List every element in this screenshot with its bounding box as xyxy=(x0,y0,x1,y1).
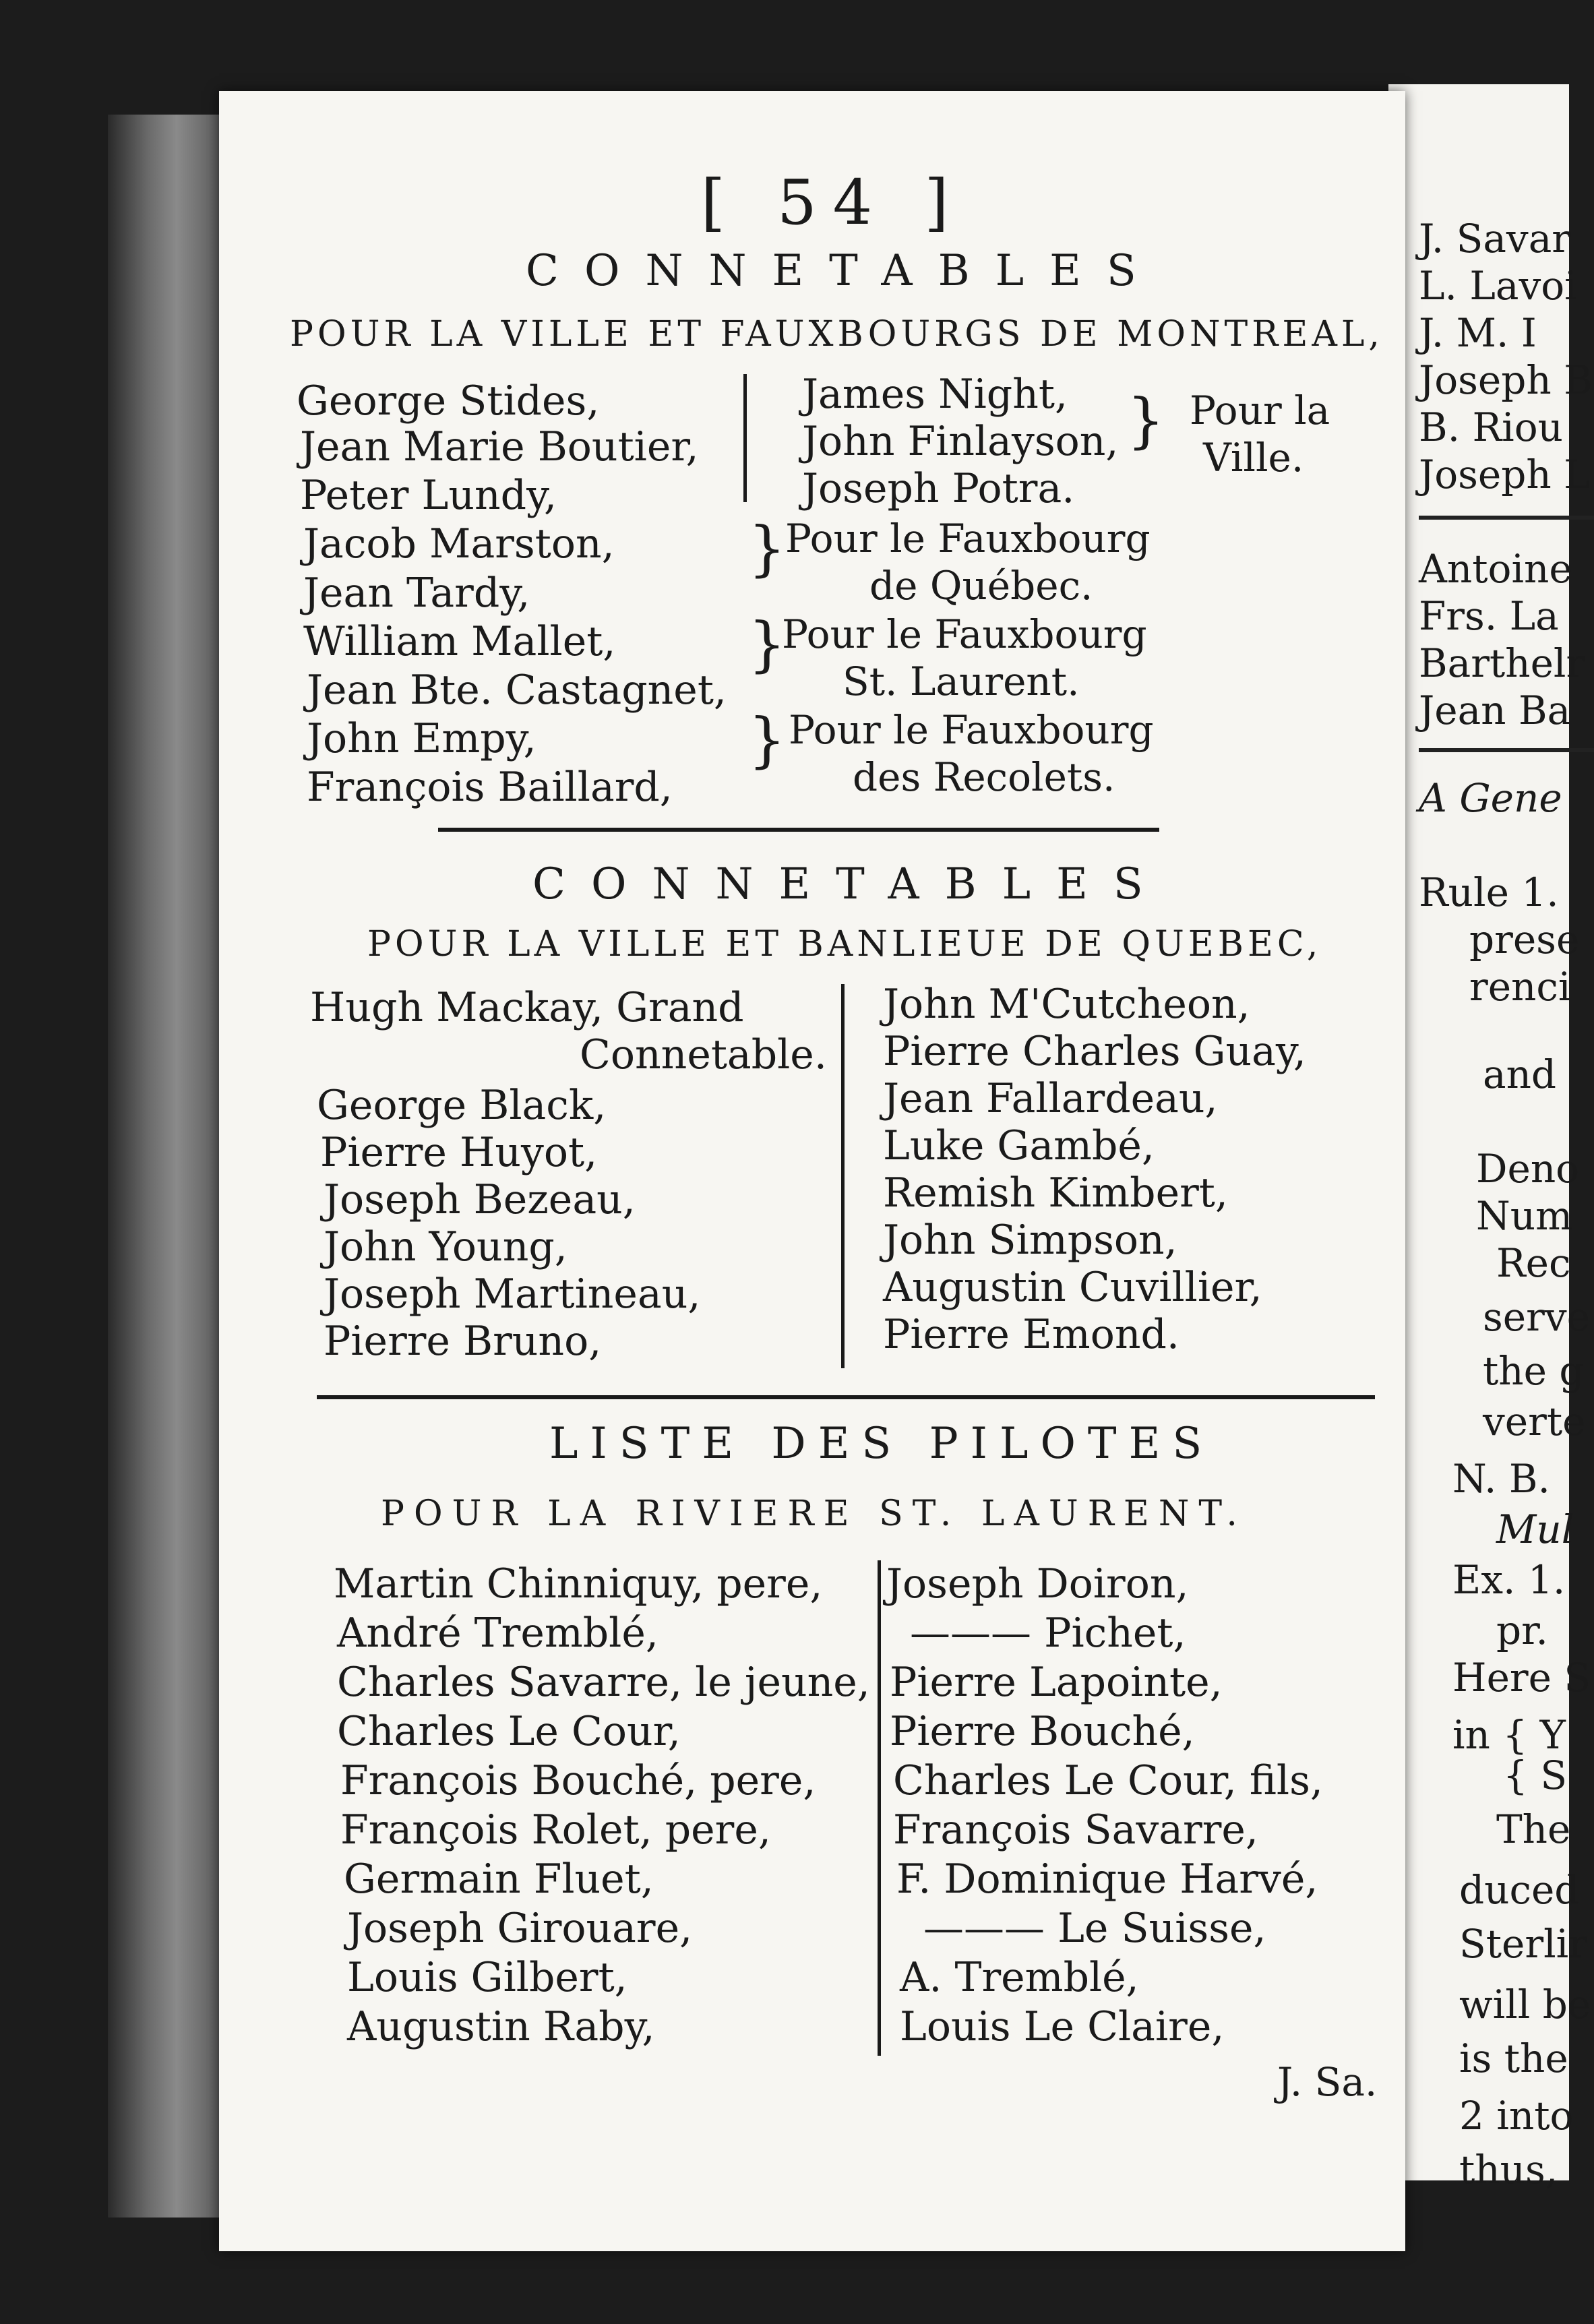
list-item: F. Dominique Harvé, xyxy=(896,1856,1318,1903)
facing-line: Joseph L xyxy=(1419,452,1590,497)
list-item: Pierre Bruno, xyxy=(324,1318,602,1365)
list-item: Joseph Potra. xyxy=(802,465,1075,512)
section3-title: LISTE DES PILOTES xyxy=(549,1419,1215,1469)
facing-line: A Gene xyxy=(1419,775,1562,821)
facing-line: verte xyxy=(1483,1399,1586,1444)
note-text: de Québec. xyxy=(869,563,1093,609)
page-number: [ 54 ] xyxy=(701,166,965,239)
facing-line: The xyxy=(1496,1806,1571,1852)
facing-line: is the xyxy=(1459,2036,1568,2081)
note-text: Pour la xyxy=(1190,388,1330,433)
list-item: Jean Fallardeau, xyxy=(883,1075,1218,1122)
list-item: George Stides, xyxy=(297,377,600,425)
facing-line: J. M. I xyxy=(1419,310,1537,356)
list-item: Louis Le Claire, xyxy=(900,2003,1225,2050)
facing-line: Barthelr xyxy=(1419,640,1585,686)
list-item: François Savarre, xyxy=(893,1806,1258,1854)
list-item: Louis Gilbert, xyxy=(347,1954,627,2001)
facing-line: L. Lavoi xyxy=(1419,263,1577,309)
facing-line: Jean Ba xyxy=(1419,687,1571,733)
facing-line: B. Riou xyxy=(1419,404,1563,450)
list-item: Pierre Charles Guay, xyxy=(883,1028,1306,1075)
note-text: Pour le Fauxbourg xyxy=(782,611,1147,657)
list-item: Augustin Raby, xyxy=(347,2003,655,2050)
facing-line: pr. xyxy=(1496,1608,1548,1653)
note-text: Pour le Fauxbourg xyxy=(789,707,1154,753)
list-item: André Tremblé, xyxy=(337,1610,658,1657)
list-item: Joseph Bezeau, xyxy=(324,1176,636,1223)
list-item: Germain Fluet, xyxy=(344,1856,654,1903)
list-item: John Simpson, xyxy=(883,1217,1177,1264)
facing-line: Ex. 1. xyxy=(1452,1557,1566,1603)
list-item: James Night, xyxy=(802,371,1068,418)
facing-line: Frs. La xyxy=(1419,593,1559,639)
facing-line: in { Y xyxy=(1452,1712,1566,1758)
list-item: John Empy, xyxy=(307,715,537,762)
facing-line: Num xyxy=(1476,1193,1573,1239)
facing-page xyxy=(1388,84,1593,2193)
brace: } xyxy=(748,705,786,774)
section1-subtitle: POUR LA VILLE ET FAUXBOURGS DE MONTREAL, xyxy=(290,314,1384,355)
list-item: Connetable. xyxy=(580,1031,827,1078)
list-item: Joseph Girouare, xyxy=(347,1905,693,1952)
list-item: Jacob Marston, xyxy=(303,520,615,568)
list-item: Joseph Doiron, xyxy=(886,1560,1189,1608)
brace: } xyxy=(748,609,786,679)
facing-line: Antoine xyxy=(1419,546,1572,592)
column-divider xyxy=(878,1560,881,2056)
list-item: Augustin Cuvillier, xyxy=(883,1264,1262,1311)
facing-line: Sterlir xyxy=(1459,1921,1587,1967)
list-item: Remish Kimbert, xyxy=(883,1169,1228,1217)
list-item: Pierre Bouché, xyxy=(890,1708,1195,1755)
list-item: ——— Pichet, xyxy=(910,1610,1186,1657)
list-item: ——— Le Suisse, xyxy=(923,1905,1266,1952)
brace: } xyxy=(1127,386,1165,455)
facing-line: Rule 1. xyxy=(1419,869,1559,915)
section1-title: CONNETABLES xyxy=(526,246,1162,296)
facing-line: { S xyxy=(1503,1752,1568,1798)
list-item: Charles Le Cour, xyxy=(337,1708,681,1755)
list-item: Luke Gambé, xyxy=(883,1122,1155,1169)
facing-line: 2 into xyxy=(1459,2093,1574,2139)
facing-line: and xyxy=(1483,1051,1557,1097)
list-item: Jean Marie Boutier, xyxy=(300,423,699,470)
catchword: J. Sa. xyxy=(1277,2059,1378,2105)
list-item: Charles Savarre, le jeune, xyxy=(337,1659,870,1706)
list-item: George Black, xyxy=(317,1082,607,1129)
facing-line: the g xyxy=(1483,1348,1585,1394)
facing-line: duced xyxy=(1459,1867,1580,1913)
list-item: Jean Bte. Castagnet, xyxy=(307,667,727,714)
list-item: François Rolet, pere, xyxy=(340,1806,771,1854)
facing-line: serve xyxy=(1483,1294,1590,1340)
book-spine xyxy=(108,115,222,2218)
list-item: A. Tremblé, xyxy=(900,1954,1139,2001)
facing-line: Joseph B xyxy=(1419,357,1593,403)
facing-line: Rec xyxy=(1496,1240,1571,1286)
list-item: Pierre Huyot, xyxy=(320,1129,598,1176)
list-item: Pierre Emond. xyxy=(883,1311,1179,1358)
list-item: Joseph Martineau, xyxy=(324,1271,701,1318)
section3-subtitle: POUR LA RIVIERE ST. LAURENT. xyxy=(381,1494,1247,1534)
note-text: St. Laurent. xyxy=(842,659,1080,704)
facing-line: will be xyxy=(1459,1982,1591,2027)
list-item: John Finlayson, xyxy=(802,418,1119,465)
note-text: Ville. xyxy=(1203,435,1304,481)
list-item: Jean Tardy, xyxy=(303,570,530,617)
section2-subtitle: POUR LA VILLE ET BANLIEUE DE QUEBEC, xyxy=(367,924,1322,965)
note-text: Pour le Fauxbourg xyxy=(785,516,1151,561)
list-item: William Mallet, xyxy=(303,618,616,665)
column-divider xyxy=(743,374,747,502)
facing-line: Here S xyxy=(1452,1655,1591,1701)
list-item: Martin Chinniquy, pere, xyxy=(334,1560,823,1608)
list-item: François Bouché, pere, xyxy=(340,1757,816,1804)
list-item: Hugh Mackay, Grand xyxy=(310,984,744,1031)
facing-line: thus, xyxy=(1459,2147,1558,2193)
list-item: Charles Le Cour, fils, xyxy=(893,1757,1323,1804)
facing-line: prese xyxy=(1469,917,1580,962)
column-divider xyxy=(841,984,845,1368)
list-item: Pierre Lapointe, xyxy=(890,1659,1223,1706)
brace: } xyxy=(748,514,786,583)
facing-line: Deno xyxy=(1476,1146,1580,1192)
note-text: des Recolets. xyxy=(853,754,1115,800)
facing-line: renci xyxy=(1469,964,1571,1010)
section2-title: CONNETABLES xyxy=(532,859,1169,909)
list-item: François Baillard, xyxy=(307,764,673,811)
facing-rule xyxy=(1419,516,1594,520)
facing-line: Mul xyxy=(1496,1506,1574,1552)
facing-rule xyxy=(1419,748,1594,752)
divider-rule xyxy=(438,828,1159,832)
facing-line: J. Savar xyxy=(1419,216,1571,262)
list-item: Peter Lundy, xyxy=(300,472,557,519)
list-item: John Young, xyxy=(324,1223,568,1271)
facing-line: N. B. xyxy=(1452,1456,1550,1502)
list-item: John M'Cutcheon, xyxy=(883,981,1250,1028)
divider-rule xyxy=(317,1395,1375,1399)
